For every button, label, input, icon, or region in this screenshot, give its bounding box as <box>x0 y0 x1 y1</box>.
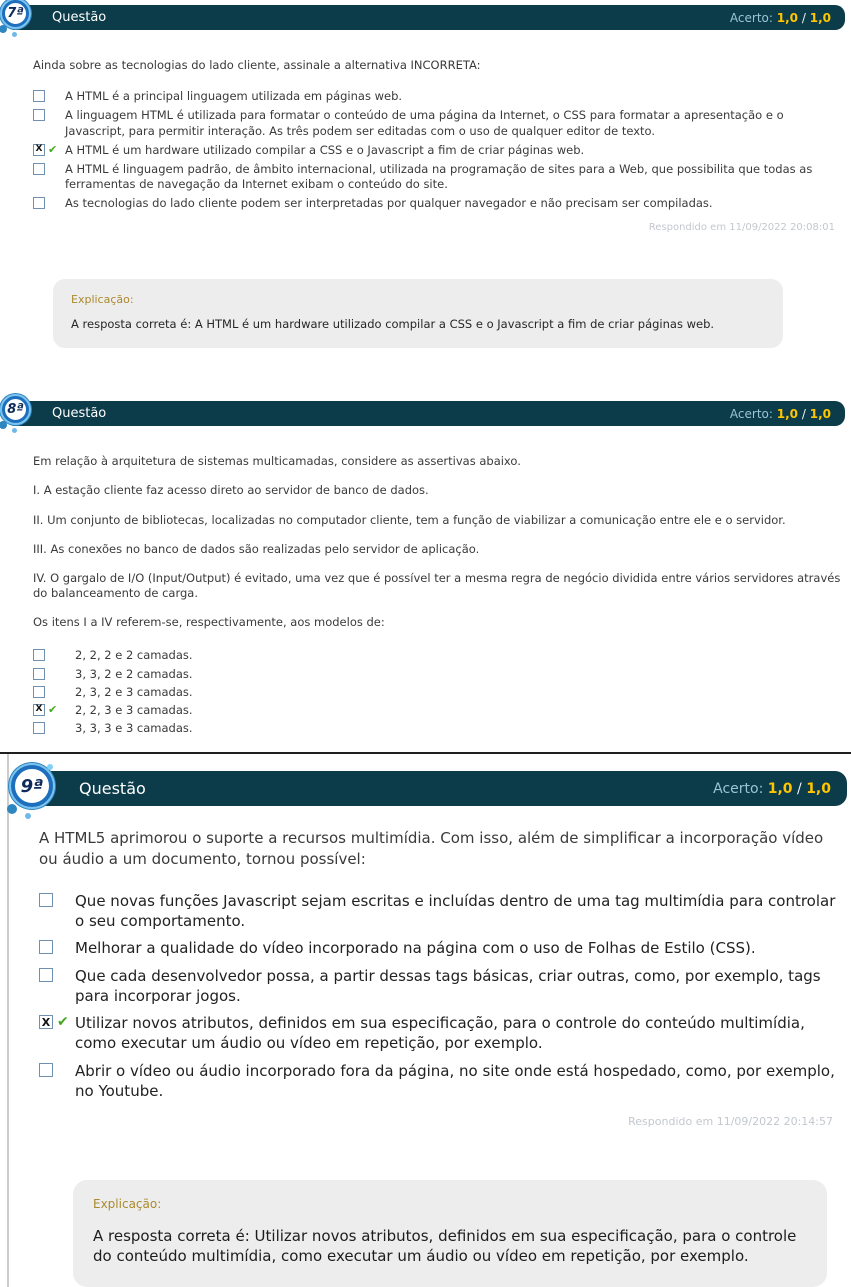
option-text: Abrir o vídeo ou áudio incorporado fora da página, no site onde está hospedado, como, por exemplo, no Youtube. <box>75 1061 835 1100</box>
badge-bubble-icon <box>12 32 17 37</box>
question-9-title: Questão <box>79 779 146 799</box>
question-8-options <box>33 648 841 736</box>
option-row[interactable] <box>33 196 841 211</box>
question-7-options <box>33 89 841 211</box>
checkbox[interactable] <box>39 1063 53 1077</box>
assertive-3: III. As conexões no banco de dados são realizadas pelo servidor de aplicação. <box>33 541 480 556</box>
checkbox[interactable] <box>33 649 45 661</box>
checkbox-checked[interactable]: X <box>39 1015 53 1029</box>
option-row[interactable] <box>39 966 839 1007</box>
option-row[interactable] <box>33 685 841 700</box>
question-7-header-bar <box>7 5 845 30</box>
explanation-text: A resposta correta é: Utilizar novos atributos, definidos em sua especificação, para o controle do conteúdo multimídia, como executar um áudio ou vídeo em repetição, por exemplo. <box>93 1227 797 1266</box>
question-7-title: Questão <box>52 10 107 25</box>
option-text: A HTML é a principal linguagem utilizada em páginas web. <box>65 89 403 104</box>
answered-timestamp: Respondido em 11/09/2022 20:14:57 <box>628 1115 833 1129</box>
option-row-selected[interactable] <box>33 143 841 158</box>
option-text: As tecnologias do lado cliente podem ser interpretadas por qualquer navegador e não precisam ser compiladas. <box>65 196 713 211</box>
option-text: Utilizar novos atributos, definidos em sua especificação, para o controle do conteúdo multimídia, como executar um áudio ou vídeo em repetição, por exemplo. <box>75 1014 805 1053</box>
option-text: Que novas funções Javascript sejam escritas e incluídas dentro de uma tag multimídia para controlar o seu comportamento. <box>75 891 836 931</box>
question-7-body <box>0 30 851 348</box>
option-text: A HTML é linguagem padrão, de âmbito internacional, utilizada na programação de sites para a Web, que possibilita que todas as ferramentas de navegação da Internet exibam o conteúdo do site. <box>65 161 813 192</box>
option-row[interactable] <box>33 648 841 663</box>
question-9-section <box>9 771 851 1286</box>
assertive-4: IV. O gargalo de I/O (Input/Output) é evitado, uma vez que é possível ter a mesma regra de negócio dividida entre vários servidores através do balanceamento de carga. <box>33 570 841 601</box>
explanation-box <box>53 279 783 349</box>
option-row[interactable] <box>33 89 841 104</box>
question-8-header-bar <box>7 401 845 426</box>
checkbox[interactable] <box>33 109 45 121</box>
score-separator: / <box>801 10 806 25</box>
option-text: 2, 3, 2 e 3 camadas. <box>75 684 193 699</box>
checkbox[interactable] <box>33 668 45 680</box>
explanation-title: Explicação: <box>93 1196 162 1211</box>
question-7-number: 7ª <box>7 6 24 21</box>
score-value: 1,0 <box>776 406 799 421</box>
explanation-title: Explicação: <box>71 292 134 306</box>
question-9-prompt: A HTML5 aprimorou o suporte a recursos multimídia. Com isso, além de simplificar a incorporação vídeo ou áudio a um documento, tornou possível: <box>39 829 824 868</box>
question-9-options <box>39 891 839 1101</box>
question-9-outer <box>0 752 851 1286</box>
badge-bubble-icon <box>47 764 53 770</box>
question-7-section <box>0 0 851 348</box>
score-total: 1,0 <box>809 406 831 421</box>
option-text: A linguagem HTML é utilizada para formatar o conteúdo de uma página da Internet, o CSS para formatar a apresentação e o Javascript, para permitir interação. As três podem ser editadas com o uso de qualquer editor de texto. <box>65 108 784 138</box>
question-8-body <box>0 426 851 736</box>
checkbox[interactable] <box>33 722 45 734</box>
score-label: Acerto: <box>713 780 764 797</box>
score-total: 1,0 <box>806 780 831 797</box>
option-row[interactable] <box>39 1061 839 1102</box>
option-text: 3, 3, 2 e 2 camadas. <box>75 666 193 681</box>
question-8-section <box>0 401 851 736</box>
assertive-2: II. Um conjunto de bibliotecas, localizadas no computador cliente, tem a função de viabilizar a comunicação entre ele e o servidor. <box>33 512 786 527</box>
question-9-number: 9ª <box>20 775 44 797</box>
checkbox[interactable] <box>33 686 45 698</box>
answered-timestamp: Respondido em 11/09/2022 20:08:01 <box>648 222 835 234</box>
correct-check-icon: ✔ <box>48 702 58 716</box>
explanation-text: A resposta correta é: A HTML é um hardware utilizado compilar a CSS e o Javascript a fim de criar páginas web. <box>71 317 715 332</box>
assertive-1: I. A estação cliente faz acesso direto ao servidor de banco de dados. <box>33 483 429 498</box>
option-row[interactable] <box>33 108 841 138</box>
score-label: Acerto: <box>729 406 773 421</box>
score-separator: / <box>801 406 806 421</box>
question-9-header-bar <box>20 771 847 806</box>
checkbox[interactable] <box>33 90 45 102</box>
option-text: 2, 2, 3 e 3 camadas. <box>75 702 193 717</box>
question-8-number: 8ª <box>7 402 24 418</box>
option-row[interactable] <box>39 938 839 958</box>
option-text: 3, 3, 3 e 3 camadas. <box>75 721 193 736</box>
option-text: 2, 2, 2 e 2 camadas. <box>75 648 193 663</box>
question-7-prompt: Ainda sobre as tecnologias do lado cliente, assinale a alternativa INCORRETA: <box>33 58 481 72</box>
checkbox-checked[interactable]: X <box>33 144 45 156</box>
score-value: 1,0 <box>767 780 793 797</box>
question-7-number-badge <box>2 0 29 27</box>
option-row-selected[interactable] <box>39 1013 839 1054</box>
option-row[interactable] <box>33 162 841 192</box>
question-9-score <box>713 781 847 797</box>
checkbox[interactable] <box>33 163 45 175</box>
correct-check-icon: ✔ <box>48 142 58 156</box>
option-text: Melhorar a qualidade do vídeo incorporado na página com o uso de Folhas de Estilo (CSS). <box>75 939 756 958</box>
checkbox[interactable] <box>39 968 53 982</box>
score-label: Acerto: <box>729 10 773 25</box>
explanation-box <box>73 1180 827 1287</box>
checkbox[interactable] <box>33 197 45 209</box>
option-text: A HTML é um hardware utilizado compilar a CSS e o Javascript a fim de criar páginas web. <box>65 142 585 157</box>
question-8-instruction: Os itens I a IV referem-se, respectivamente, aos modelos de: <box>33 615 385 630</box>
checkbox[interactable] <box>39 893 53 907</box>
question-9-number-badge <box>11 765 53 807</box>
question-9-body <box>9 806 851 1286</box>
score-total: 1,0 <box>809 10 831 25</box>
question-8-score <box>730 407 845 421</box>
question-8-prompt: Em relação à arquitetura de sistemas multicamadas, considere as assertivas abaixo. <box>33 454 521 469</box>
question-8-number-badge <box>2 396 29 423</box>
option-text: Que cada desenvolvedor possa, a partir dessas tags básicas, criar outras, como, por exemplo, tags para incorporar jogos. <box>75 966 821 1005</box>
option-row-selected[interactable] <box>33 703 841 718</box>
option-row[interactable] <box>39 891 839 932</box>
option-row[interactable] <box>33 667 841 682</box>
option-row[interactable] <box>33 721 841 736</box>
score-separator: / <box>797 780 802 797</box>
question-7-score <box>730 11 845 25</box>
question-8-title: Questão <box>52 406 107 422</box>
correct-check-icon: ✔ <box>57 1014 69 1031</box>
checkbox-checked[interactable]: X <box>33 704 45 716</box>
checkbox[interactable] <box>39 940 53 954</box>
question-9-inner <box>7 754 851 1286</box>
score-value: 1,0 <box>776 10 799 25</box>
